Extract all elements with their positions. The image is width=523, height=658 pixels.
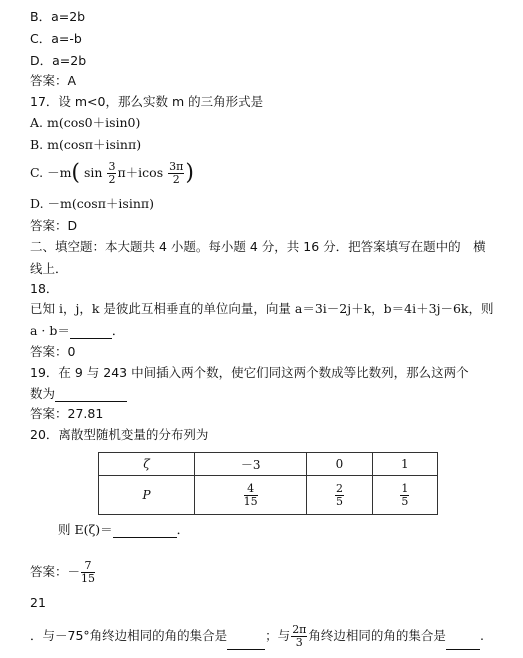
fraction-3pi-over-2 — [168, 161, 184, 186]
fraction-denominator: 2 — [172, 173, 180, 186]
fraction-denominator: 15 — [243, 494, 258, 508]
table-header-p: P — [99, 476, 195, 515]
question-20: 20．离散型随机变量的分布列为 — [30, 427, 209, 442]
option-b-q16: B．a=2b — [30, 9, 86, 24]
question-20-expectation — [58, 522, 189, 538]
fraction-numerator: 1 — [401, 481, 409, 495]
answer-q19: 答案：27.81 — [30, 406, 104, 421]
table-cell — [307, 476, 372, 515]
answer-q17: 答案：D — [30, 218, 78, 233]
option-c-q17 — [30, 159, 194, 188]
fraction-numerator: 7 — [81, 560, 95, 573]
fraction-numerator: 2 — [336, 481, 343, 495]
fraction-denominator: 15 — [81, 572, 96, 585]
table-cell — [195, 476, 307, 515]
answer-label: 答案： — [30, 564, 68, 579]
q20-end: ． — [176, 522, 190, 537]
option-c-sin: sin — [84, 165, 103, 180]
q19-label: 数为 — [30, 386, 56, 401]
q21-end: . — [479, 628, 484, 643]
question-19: 19．在 9 与 243 中间插入两个数，使它们同这两个数成等比数列，那么这两个 — [30, 365, 469, 380]
section-2-heading: 二、填空题：本大题共 4 小题。每小题 4 分，共 16 分．把答案填写在题中的 横 — [30, 239, 486, 254]
paren-close: ) — [185, 160, 194, 186]
option-b-q17: B. m(cosπ＋isinπ) — [30, 137, 142, 152]
answer-blank-q21-b — [446, 637, 480, 650]
fraction-denominator: 5 — [401, 494, 409, 508]
fraction-denominator: 3 — [295, 636, 303, 649]
answer-q20 — [30, 557, 96, 587]
table-cell: 0 — [307, 453, 372, 476]
table-header-zeta: ζ — [99, 453, 195, 476]
question-21-number: 21 — [30, 595, 46, 610]
question-18-text: 已知 i，j，k 是彼此互相垂直的单位向量，向量 a＝3i－2j＋k，b＝4i＋3j－6k，则 — [30, 301, 494, 316]
question-18-number: 18． — [30, 281, 59, 296]
fraction-7-over-15 — [81, 560, 95, 585]
fraction-denominator: 5 — [336, 494, 343, 508]
fraction-numerator: 3 — [108, 160, 116, 173]
option-d-q17: D. －m(cosπ＋isinπ) — [30, 196, 154, 211]
fraction-2-over-5 — [335, 483, 344, 508]
answer-blank-q18 — [70, 326, 112, 339]
option-c-q16: C．a=-b — [30, 31, 82, 46]
table-cell: －3 — [195, 453, 307, 476]
fraction-3-over-2 — [107, 161, 116, 186]
table-cell: 1 — [372, 453, 437, 476]
question-18-dot — [30, 323, 124, 339]
answer-sign: － — [67, 564, 81, 579]
q18-dot-label: a · b＝ — [30, 323, 70, 338]
question-19-cont — [30, 386, 127, 402]
q20-expectation-label: 则 E(ζ)＝ — [58, 522, 113, 537]
fraction-2pi-over-3 — [291, 624, 307, 649]
fraction-1-over-5 — [400, 483, 409, 508]
answer-q18: 答案：0 — [30, 344, 76, 359]
answer-blank-q21-a — [227, 637, 265, 650]
fraction-denominator: 2 — [108, 173, 116, 186]
table-row-zeta — [99, 453, 438, 476]
paren-open: ( — [71, 160, 81, 186]
distribution-table — [98, 452, 438, 515]
option-c-mid: π＋icos — [117, 165, 164, 180]
table-cell — [372, 476, 437, 515]
option-d-q16: D．a=2b — [30, 53, 87, 68]
answer-blank-q19 — [55, 389, 127, 402]
fraction-numerator: 3π — [169, 160, 184, 173]
fraction-numerator: 4 — [244, 483, 258, 496]
section-2-heading-cont: 线上． — [30, 261, 68, 276]
q21-part-a: ．与－75°角终边相同的角的集合是 — [30, 628, 228, 643]
option-a-q17: A. m(cos0＋isin0) — [30, 115, 141, 130]
fraction-numerator: 2π — [292, 623, 307, 636]
answer-blank-q20 — [113, 525, 177, 538]
question-21-text — [30, 622, 484, 650]
q21-part-c: 角终边相同的角的集合是 — [308, 628, 446, 643]
question-17: 17．设 m<0，那么实数 m 的三角形式是 — [30, 94, 264, 109]
option-c-prefix: C. －m — [30, 165, 72, 180]
fraction-4-over-15 — [244, 483, 258, 508]
q18-end: ． — [111, 323, 125, 338]
q21-part-b: ；与 — [265, 628, 291, 643]
table-row-p — [99, 476, 438, 515]
answer-q16: 答案：A — [30, 73, 77, 88]
